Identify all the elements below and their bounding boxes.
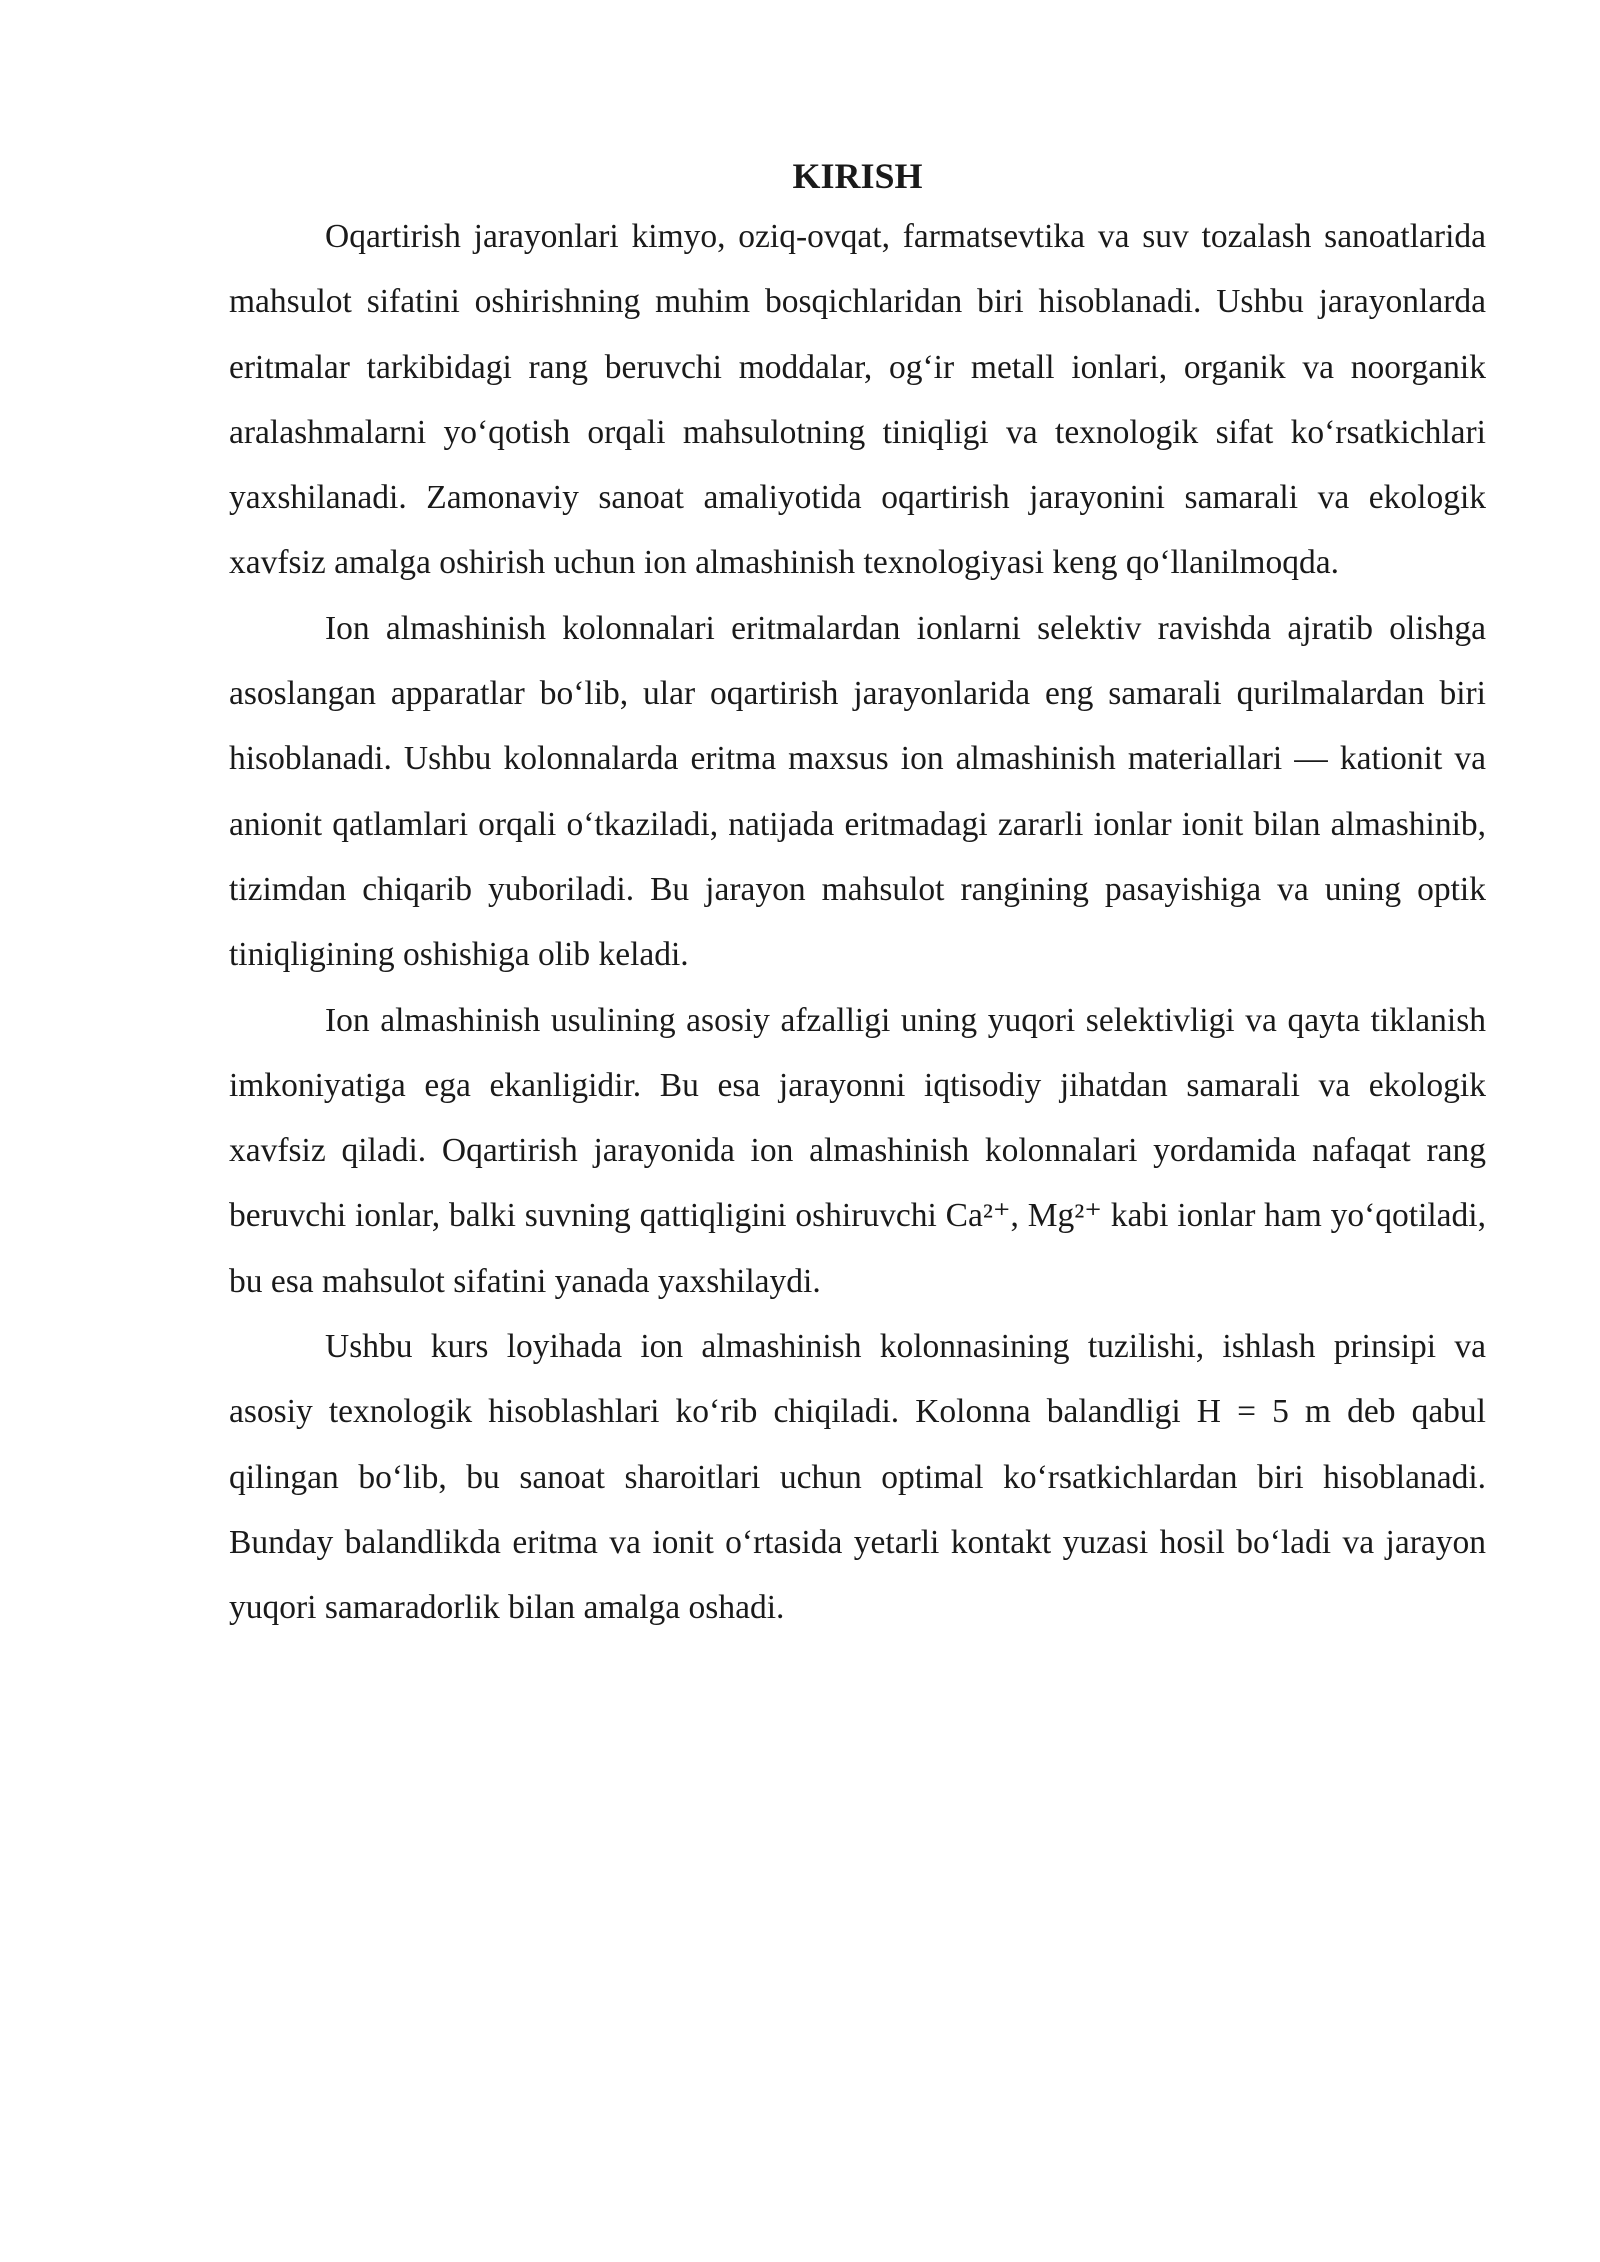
section-heading: KIRISH bbox=[792, 156, 923, 196]
paragraph-2: Ion almashinish kolonnalari eritmalardan ionlarni selektiv ravishda ajratib olishga asoslangan apparatlar bo‘lib, ular oqartirish jarayonlarida eng samarali qurilmalardan biri hisoblanadi. Ushbu kolonnalarda eritma maxsus ion almashinish materiallari — kationit va anionit qatlamlari orqali o‘tkaziladi, natijada eritmadagi zararli ionlar ionit bilan almashinib, tizimdan chiqarib yuboriladi. Bu jarayon mahsulot rangining pasayishiga va uning optik tiniqligining oshishiga olib keladi. bbox=[229, 609, 1486, 974]
paragraph-4: Ushbu kurs loyihada ion almashinish kolonnasining tuzilishi, ishlash prinsipi va asosiy texnologik hisoblashlari ko‘rib chiqiladi. Kolonna balandligi H = 5 m deb qabul qilingan bo‘lib, bu sanoat sharoitlari uchun optimal ko‘rsatkichlardan biri hisoblanadi. Bunday balandlikda eritma va ionit o‘rtasida yetarli kontakt yuzasi hosil bo‘ladi va jarayon yuqori samaradorlik bilan amalga oshadi. bbox=[229, 1328, 1486, 1627]
paragraph-1: Oqartirish jarayonlari kimyo, oziq-ovqat, farmatsevtika va suv tozalash sanoatlarida mahsulot sifatini oshirishning muhim bosqichlaridan biri hisoblanadi. Ushbu jarayonlarda eritmalar tarkibidagi rang beruvchi moddalar, og‘ir metall ionlari, organik va noorganik aralashmalarni yo‘qotish orqali mahsulotning tiniqligi va texnologik sifat ko‘rsatkichlari yaxshilanadi. Zamonaviy sanoat amaliyotida oqartirish jarayonini samarali va ekologik xavfsiz amalga oshirish uchun ion almashinish texnologiyasi keng qo‘llanilmoqda. bbox=[229, 218, 1486, 582]
paragraph-3: Ion almashinish usulining asosiy afzalligi uning yuqori selektivligi va qayta tiklanish imkoniyatiga ega ekanligidir. Bu esa jarayonni iqtisodiy jihatdan samarali va ekologik xavfsiz qiladi. Oqartirish jarayonida ion almashinish kolonnalari yordamida nafaqat rang beruvchi ionlar, balki suvning qattiqligini oshiruvchi Ca²⁺, Mg²⁺ kabi ionlar ham yo‘qotiladi, bu esa mahsulot sifatini yanada yaxshilaydi. bbox=[229, 1001, 1486, 1300]
document-body bbox=[229, 148, 1486, 1641]
